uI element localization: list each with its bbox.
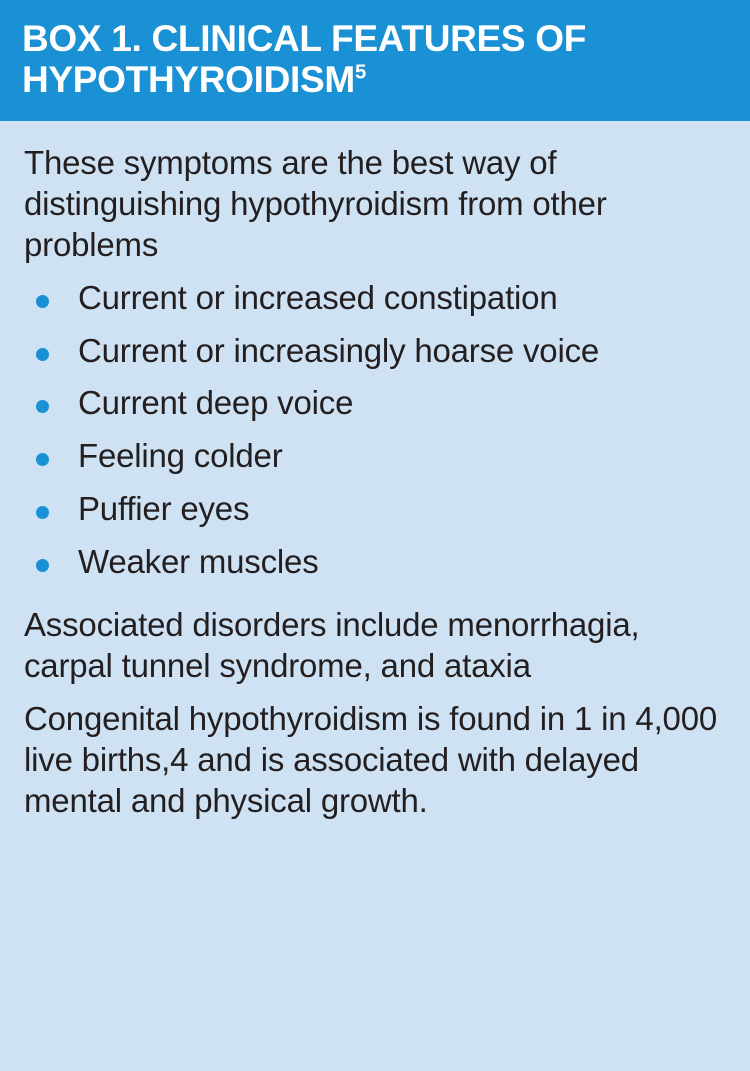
symptom-list <box>24 278 726 595</box>
box-title <box>22 18 728 101</box>
bullet-dot-icon <box>36 506 49 519</box>
list-item-label: Weaker muscles <box>78 543 319 581</box>
box-header <box>0 0 750 121</box>
list-item <box>24 436 726 489</box>
list-item <box>24 278 726 331</box>
list-item-label: Current or increased constipation <box>78 278 558 316</box>
bullet-dot-icon <box>36 453 49 466</box>
bullet-dot-icon <box>36 295 49 308</box>
bullet-dot-icon <box>36 400 49 413</box>
box-title-superscript: 5 <box>354 62 366 85</box>
associated-disorders-paragraph: Associated disorders include menorrhagia, carpal tunnel syndrome, and ataxia <box>24 606 640 684</box>
list-item <box>24 383 726 436</box>
list-item-label: Current deep voice <box>78 384 354 422</box>
bullet-dot-icon <box>36 348 49 361</box>
list-item <box>24 489 726 542</box>
list-item <box>24 542 726 595</box>
box-title-text: BOX 1. CLINICAL FEATURES OF HYPOTHYROIDISM <box>22 18 587 101</box>
intro-paragraph: These symptoms are the best way of distinguishing hypothyroidism from other problems <box>24 143 607 263</box>
box-body <box>0 121 750 1071</box>
list-item <box>24 331 726 384</box>
list-item-label: Current or increasingly hoarse voice <box>78 331 600 369</box>
list-item-label: Feeling colder <box>78 437 283 475</box>
list-item-label: Puffier eyes <box>78 490 250 528</box>
bullet-dot-icon <box>36 559 49 572</box>
congenital-paragraph: Congenital hypothyroidism is found in 1 in 4,000 live births,4 and is associated with delayed mental and physical growth. <box>24 699 718 819</box>
